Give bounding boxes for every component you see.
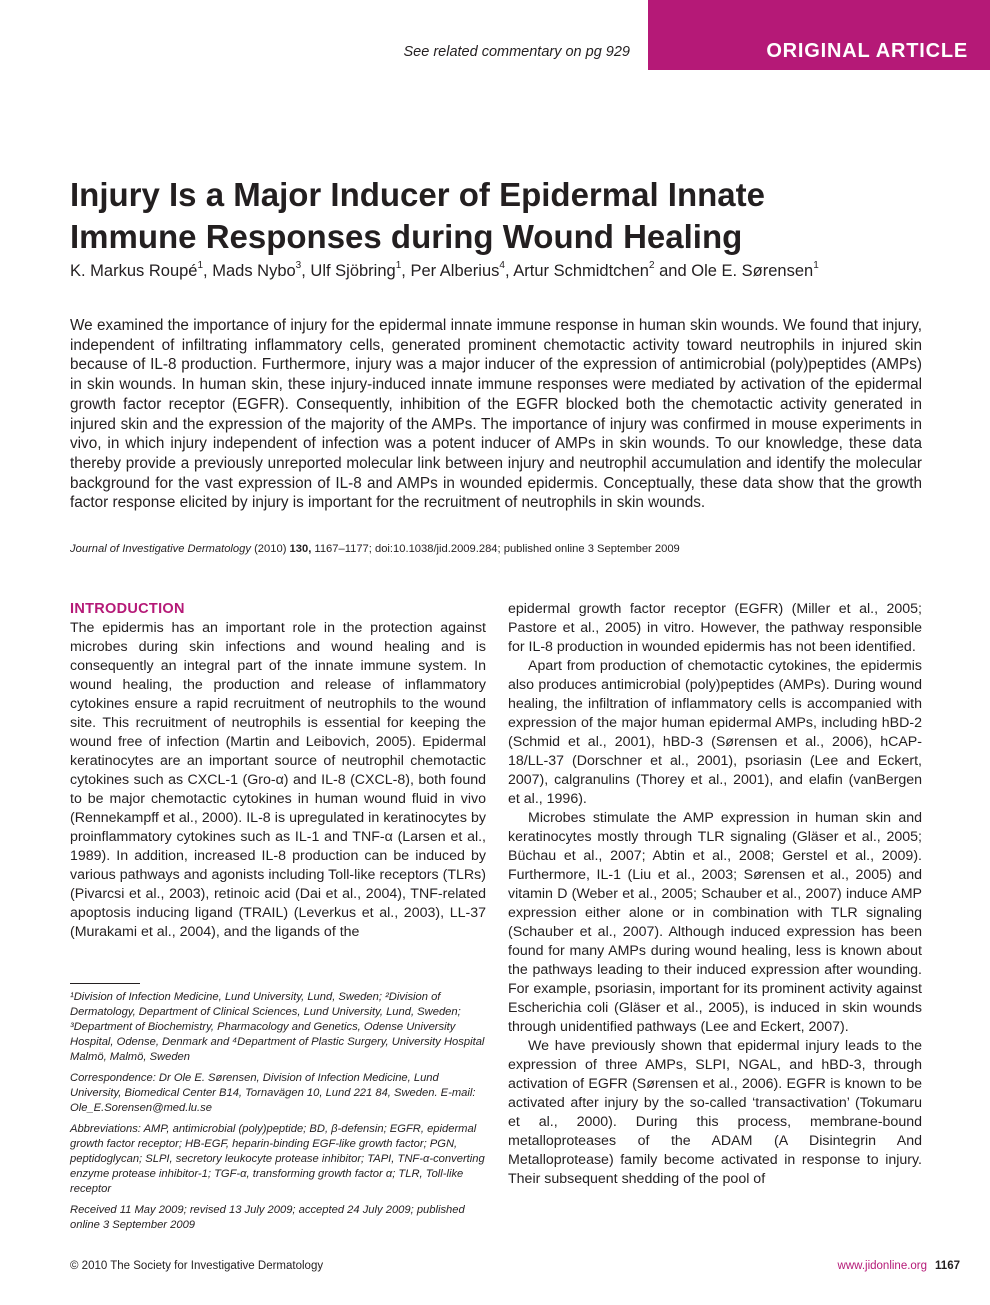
author-name: K. Markus Roupé <box>70 262 198 280</box>
author-list <box>70 262 950 281</box>
dates-note: Received 11 May 2009; revised 13 July 2009; accepted 24 July 2009; published online 3 September 2009 <box>70 1204 465 1231</box>
body-paragraph: We have previously shown that epidermal injury leads to the expression of three AMPs, SLPI, NGAL, and hBD-3, through activation of EGFR (Sørensen et al., 2006). EGFR is known to be activated after injury by the so-called ‘transactivation’ (Tokumaru et al., 2000). During this process, membrane-bound metalloproteases of the ADAM (A Disintegrin And Metalloprotease) family become activated in response to injury. Their subsequent shedding of the pool of <box>508 1038 922 1187</box>
author-separator: , <box>301 262 311 280</box>
author-separator: , <box>504 262 514 280</box>
author-name: Per Alberius <box>410 262 500 280</box>
author-name: Ole E. Sørensen <box>691 262 814 280</box>
author-affiliation: 3 <box>295 260 302 271</box>
article-type-badge <box>648 0 990 70</box>
body-paragraph: The epidermis has an important role in the protection against microbes during skin infections and wound healing and is consequently an integral part of the innate immune system. In wound healing, the production and release of inflammatory cytokines ensure a rapid recruitment of neutrophils to the wound site. This recruitment of neutrophils is essential for keeping the wound free of infection (Martin and Leibovich, 2005). Epidermal keratinocytes are an important source of neutrophil chemotactic cytokines such as CXCL-1 (Gro-α) and IL-8 (CXCL-8), both found to be major chemotactic cytokines in human wound fluid in vivo (Rennekampff et al., 2000). IL-8 is upregulated in keratinocytes by proinflammatory cytokines such as IL-1 and TNF-α (Larsen et al., 1989). In addition, increased IL-8 production can be induced by various pathways and agonists including Toll-like receptors (TLRs) (Pivarcsi et al., 2003), retinoic acid (Dai et al., 2004), TNF-related apoptosis inducing ligand (TRAIL) (Leverkus et al., 2003), LL-37 (Murakami et al., 2004), and the ligands of the <box>70 620 486 940</box>
right-column <box>508 600 922 1189</box>
citation-line <box>70 543 930 555</box>
page-footer <box>838 1260 960 1272</box>
citation-details: 1167–1177; doi:10.1038/jid.2009.284; published online 3 September 2009 <box>314 543 680 555</box>
body-paragraph: Apart from production of chemotactic cytokines, the epidermis also produces antimicrobial (poly)peptides (AMPs). During wound healing, the infiltration of inflammatory cells is accompanied with expression of the major human epidermal AMPs, including hBD-2 (Schmid et al., 2001), hBD-3 (Sørensen et al., 2006), hCAP-18/LL-37 (Dorschner et al., 2001), psoriasin (Lee and Eckert, 2007), calgranulins (Thorey et al., 2001), and elafin (vanBergen et al., 1996). <box>508 658 922 807</box>
related-commentary-link[interactable]: See related commentary on pg 929 <box>403 44 630 60</box>
copyright-notice: © 2010 The Society for Investigative Dermatology <box>70 1260 324 1272</box>
author-affiliation: 2 <box>648 260 655 271</box>
abbreviations-note: Abbreviations: AMP, antimicrobial (poly)peptide; BD, β-defensin; EGFR, epidermal growth factor receptor; HB-EGF, heparin-binding EGF-like growth factor; PGN, peptidoglycan; SLPI, secretory leukocyte protease inhibitor; TAPI, TNF-α-converting enzyme protease inhibitor-1; TGF-α, transforming growth factor α; TLR, Toll-like receptor <box>70 1123 485 1195</box>
section-heading: INTRODUCTION <box>70 601 185 617</box>
left-column <box>70 600 486 942</box>
author-separator: , <box>401 262 411 280</box>
author-affiliation: 4 <box>499 260 505 271</box>
footnote-divider <box>70 983 140 984</box>
article-title: Injury Is a Major Inducer of Epidermal Innate Immune Responses during Wound Healing <box>70 176 765 255</box>
body-paragraph: Microbes stimulate the AMP expression in human skin and keratinocytes mostly through TLR signaling (Gläser et al., 2005; Büchau et al., 2007; Abtin et al., 2008; Gerstel et al., 2009). Furthermore, IL-1 (Liu et al., 2003; Sørensen et al., 2005) and vitamin D (Weber et al., 2005; Schauber et al., 2007) induce AMP expression either alone or in combination with TLR signaling (Schauber et al., 2007). Although induced expression has been found for many AMPs during wound healing, less is known about the pathways leading to their induced expression after wounding. For example, psoriasin, important for its prominent activity against Escherichia coli (Gläser et al., 2005), is induced in skin wounds through unidentified pathways (Lee and Eckert, 2007). <box>508 810 922 1035</box>
page-number: 1167 <box>935 1260 960 1272</box>
author-affiliation: 1 <box>197 260 204 271</box>
author-name: Artur Schmidtchen <box>513 262 649 280</box>
footnotes <box>70 990 486 1239</box>
citation-year: (2010) <box>254 543 287 555</box>
author-affiliation: 1 <box>395 260 402 271</box>
affiliations-note: ¹Division of Infection Medicine, Lund University, Lund, Sweden; ²Division of Dermatology, Department of Clinical Sciences, Lund University, Lund, Sweden; ³Department of Biochemistry, Pharmacology and Genetics, Odense University Hospital, Odense, Denmark and ⁴Department of Plastic Surgery, University Hospital Malmö, Malmö, Sweden <box>70 991 485 1063</box>
correspondence-note: Correspondence: Dr Ole E. Sørensen, Division of Infection Medicine, Lund University, Biomedical Center B14, Tornavägen 10, Lund 221 84, Sweden. E-mail: Ole_E.Sorensen@med.lu.se <box>70 1072 476 1114</box>
author-separator: , <box>203 262 213 280</box>
citation-volume: 130, <box>289 543 312 555</box>
author-name: Ulf Sjöbring <box>310 262 396 280</box>
body-paragraph: epidermal growth factor receptor (EGFR) (Miller et al., 2005; Pastore et al., 2005) in vitro. However, the pathway responsible for IL-8 production in wounded epidermis has not been identified. <box>508 601 922 655</box>
journal-name: Journal of Investigative Dermatology <box>70 543 251 555</box>
author-separator: and <box>654 262 692 280</box>
author-name: Mads Nybo <box>212 262 296 280</box>
article-type-label: ORIGINAL ARTICLE <box>766 40 968 62</box>
author-affiliation: 1 <box>813 260 819 271</box>
abstract: We examined the importance of injury for the epidermal innate immune response in human skin wounds. We found that injury, independent of infiltrating inflammatory cells, generated prominent chemotactic activity toward neutrophils in injured skin because of IL-8 production. Furthermore, injury was a major inducer of the expression of antimicrobial (poly)peptides (AMPs) in skin wounds. In human skin, these injury-induced innate immune responses were mediated by activation of the epidermal growth factor receptor (EGFR). Consequently, inhibition of the EGFR blocked both the chemotactic activity generated in injured skin and the expression of the majority of the AMPs. The importance of injury was confirmed in mouse experiments in vivo, in which injury independent of infection was a potent inducer of AMPs in skin wounds. To our knowledge, these data thereby provide a previously unreported molecular link between injury and neutrophil accumulation and identify the molecular background for the vast expression of IL-8 and AMPs in wounded epidermis. Conceptually, these data show that the growth factor response elicited by injury is important for the recruitment of neutrophils in skin wounds. <box>70 317 922 512</box>
journal-url-link[interactable]: www.jidonline.org <box>837 1260 928 1272</box>
